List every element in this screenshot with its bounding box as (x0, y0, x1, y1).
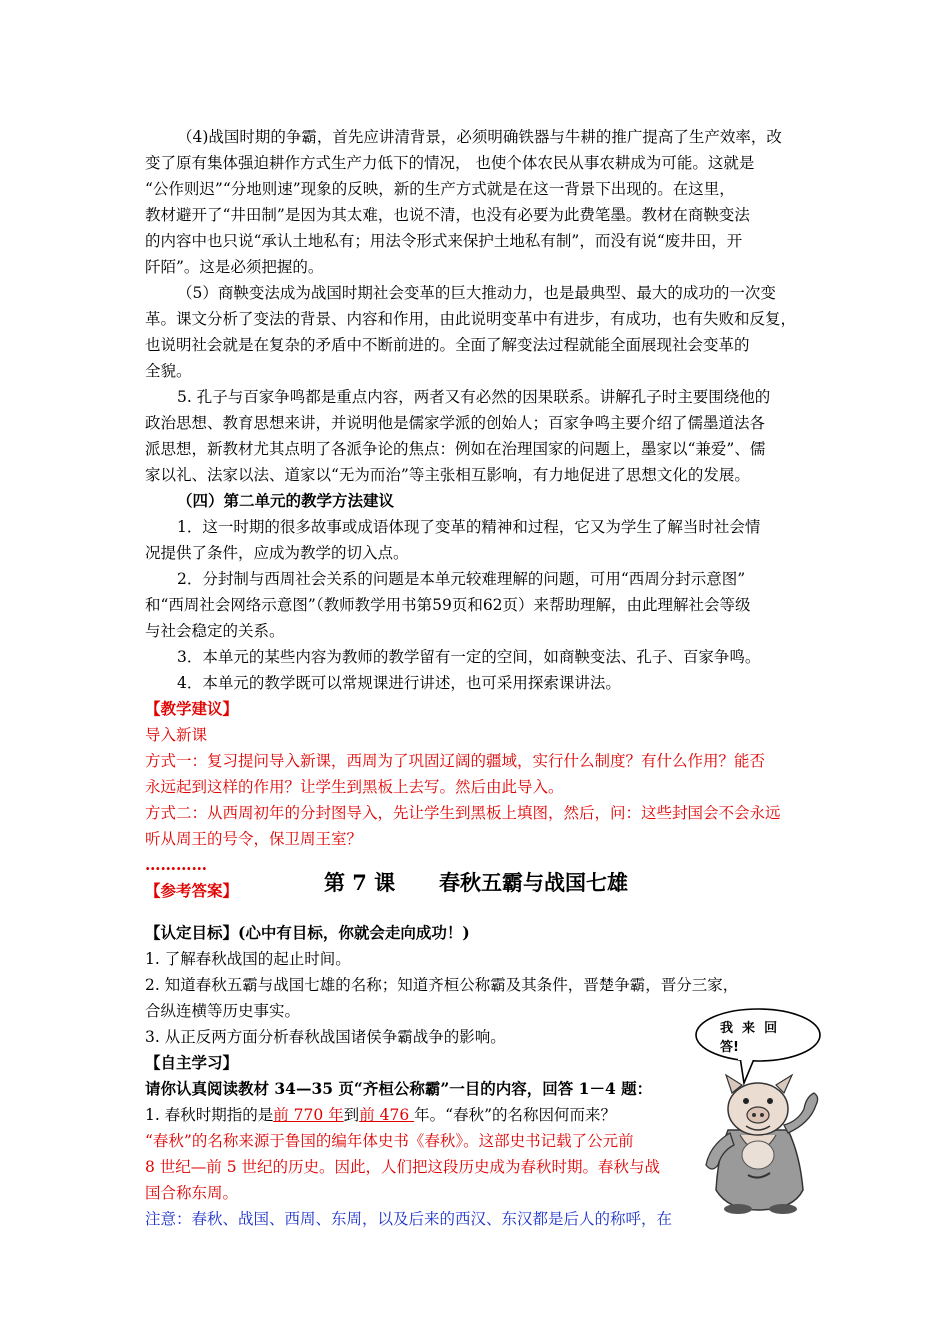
note-line: 注意：春秋、战国、西周、东周，以及后来的西汉、东汉都是后人的称呼，在 (145, 1210, 673, 1228)
para-4-line: 阡陌”。这是必须把握的。 (145, 258, 324, 276)
bubble-text-line-1: 我 来 回 (720, 1021, 778, 1036)
pig-figure (706, 1075, 818, 1214)
para-4-line: “公作则迟”“分地则速”现象的反映，新的生产方式就是在这一背景下出现的。在这里， (145, 180, 735, 198)
question-1-text: 年。“春秋”的名称因何而来？ (414, 1106, 616, 1124)
para-4-line: 变了原有集体强迫耕作方式生产力低下的情况， 也使个体农民从事农耕成为可能。这就是 (145, 154, 755, 172)
bubble-text-line-2: 答! (720, 1040, 739, 1055)
way-2-line: 听从周王的号令，保卫周王室？ (145, 830, 363, 848)
para-confucius-line: 政治思想、教育思想来讲，并说明他是儒家学派的创始人；百家争鸣主要介绍了儒墨道法各 (145, 414, 766, 432)
reference-answers-label: 【参考答案】 (145, 881, 239, 900)
para-confucius-line: 派思想，新教材尤其点明了各派争论的焦点：例如在治理国家的问题上，墨家以“兼爱”、儒 (145, 440, 766, 458)
question-1 (145, 1102, 616, 1128)
ellipsis: ………… (145, 855, 207, 874)
method-1-line: 况提供了条件，应成为教学的切入点。 (145, 544, 409, 562)
para-confucius-line: 5. 孔子与百家争鸣都是重点内容，两者又有必然的因果联系。讲解孔子时主要围绕他的 (177, 388, 771, 406)
answer-start-year: 前 770 年 (273, 1106, 344, 1124)
para-4-line: 的内容中也只说“承认土地私有；用法令形式来保护土地私有制”，而没有说“废井田，开 (145, 232, 743, 250)
self-study-label: 【自主学习】 (145, 1053, 239, 1072)
method-2-line: 和“西周社会网络示意图”（教师教学用书第59页和62页）来帮助理解，由此理解社会等级 (145, 596, 751, 614)
method-3: 3．本单元的某些内容为教师的教学留有一定的空间，如商鞅变法、孔子、百家争鸣。 (177, 648, 761, 666)
method-2-line: 2．分封制与西周社会关系的问题是本单元较难理解的问题，可用“西周分封示意图” (177, 570, 746, 588)
method-2-line: 与社会稳定的关系。 (145, 622, 285, 640)
goals-label: 【认定目标】(心中有目标，你就会走向成功！) (145, 923, 470, 942)
para-confucius-line: 家以礼、法家以法、道家以“无为而治”等主张相互影响，有力地促进了思想文化的发展。 (145, 466, 750, 484)
method-4: 4．本单元的教学既可以常规课进行讲述，也可采用探索课讲法。 (177, 674, 621, 692)
question-1-text: 到 (343, 1106, 360, 1124)
pig-mascot-image (688, 1005, 828, 1215)
para-4-line: 教材避开了“井田制”是因为其太难，也说不清，也没有必要为此费笔墨。教材在商鞅变法 (145, 206, 750, 224)
method-1-line: 1．这一时期的很多故事或成语体现了变革的精神和过程，它又为学生了解当时社会情 (177, 518, 761, 536)
question-1-answer-line: 8 世纪—前 5 世纪的历史。因此，人们把这段历史成为春秋时期。春秋与战 (145, 1158, 661, 1176)
goal-item: 合纵连横等历史事实。 (145, 1002, 301, 1020)
speech-bubble (696, 1009, 820, 1083)
reading-instruction: 请你认真阅读教材 34—35 页“齐桓公称霸”一目的内容，回答 1－4 题： (145, 1079, 653, 1098)
goal-item: 2. 知道春秋五霸与战国七雄的名称；知道齐桓公称霸及其条件，晋楚争霸，晋分三家， (145, 976, 739, 994)
answer-end-year: 前 476 (359, 1106, 415, 1124)
para-5-line: 革。课文分析了变法的背景、内容和作用，由此说明变革中有进步，有成功，也有失败和反复， (145, 310, 797, 328)
goal-item: 1. 了解春秋战国的起止时间。 (145, 950, 351, 968)
para-5-line: 全貌。 (145, 362, 192, 380)
para-4-line: （4)战国时期的争霸，首先应讲清背景，必须明确铁器与牛耕的推广提高了生产效率，改 (177, 128, 782, 146)
teaching-advice-label: 【教学建议】 (145, 699, 239, 718)
question-1-answer-line: “春秋”的名称来源于鲁国的编年体史书《春秋》。这部史书记载了公元前 (145, 1132, 634, 1150)
goal-item: 3. 从正反两方面分析春秋战国诸侯争霸战争的影响。 (145, 1028, 506, 1046)
way-1-line: 永远起到这样的作用？让学生到黑板上去写。然后由此导入。 (145, 778, 564, 796)
lesson-title: 第 7 课 春秋五霸与战国七雄 (323, 870, 629, 895)
way-2-line: 方式二：从西周初年的分封图导入，先让学生到黑板上填图，然后，问：这些封国会不会永远 (145, 804, 781, 822)
way-1-line: 方式一：复习提问导入新课，西周为了巩固辽阔的疆域，实行什么制度？有什么作用？能否 (145, 752, 766, 770)
para-5-line: 也说明社会就是在复杂的矛盾中不断前进的。全面了解变法过程就能全面展现社会变革的 (145, 336, 750, 354)
question-1-text: 1. 春秋时期指的是 (145, 1106, 274, 1124)
intro-heading: 导入新课 (145, 726, 208, 744)
question-1-answer-line: 国合称东周。 (145, 1184, 239, 1202)
para-5-line: （5）商鞅变法成为战国时期社会变革的巨大推动力，也是最典型、最大的成功的一次变 (177, 284, 776, 302)
section-heading-methods: （四）第二单元的教学方法建议 (177, 491, 395, 510)
